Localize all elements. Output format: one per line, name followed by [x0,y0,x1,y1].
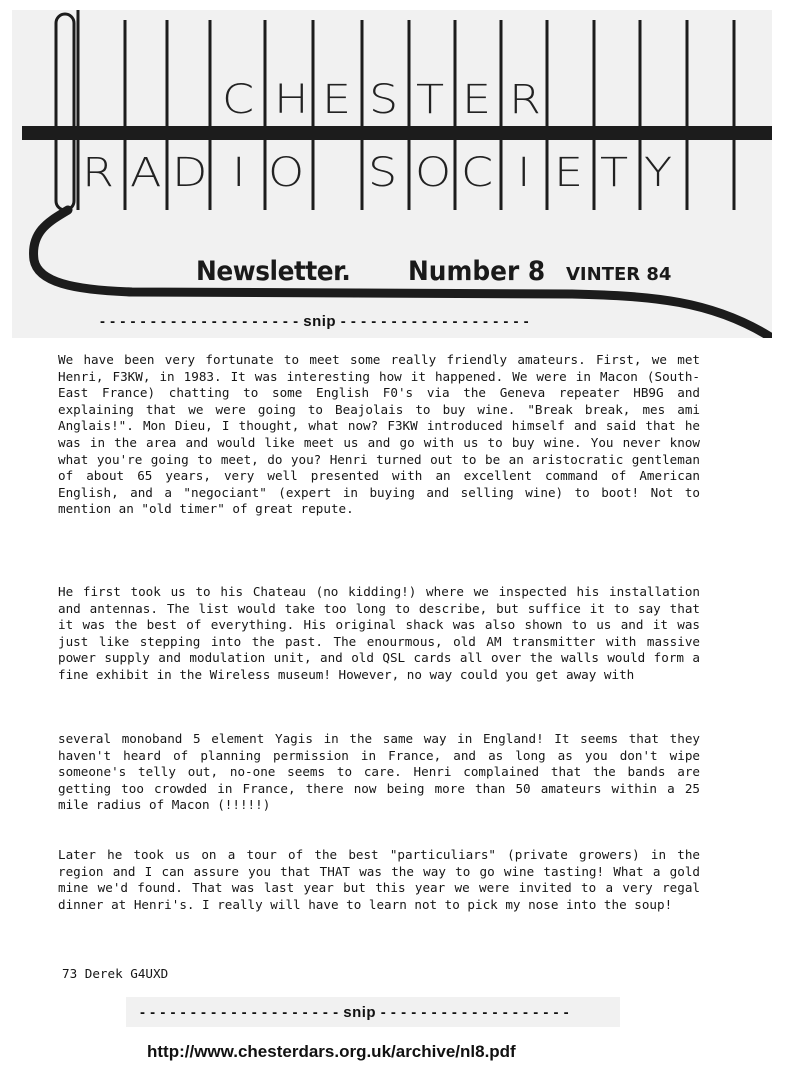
title-letter: O [268,150,305,196]
issue-date: VINTER 84 [566,264,672,285]
title-letter: O [415,150,452,196]
article-paragraph: several monoband 5 element Yagis in the same way in England! It seems that they haven't heard of planning permission in France, and as long as you don't wipe someone's telly out, no-one seems to care. Henri complained that the bands are getting too crowded in France, there now being more than 50 amateurs within a 25 mile radius of Macon (!!!!!) [58,731,700,813]
title-letter: E [462,77,492,123]
title-letter: A [130,150,162,196]
title-letter: T [600,150,629,196]
title-letter: Y [644,150,673,196]
snip-divider-top: - - - - - - - - - - - - - - - - - - - - snip - - - - - - - - - - - - - - - - - - - [100,313,530,330]
title-letter: C [461,150,494,196]
title-letter: S [368,150,398,196]
title-letter: R [82,150,114,196]
article-paragraph: We have been very fortunate to meet some really friendly amateurs. First, we met Henri, F3KW, in 1983. It was interesting how it happened. We were in Macon (South-East France) chatting to some English F0's via the Geneva repeater HB9G and explaining that we were going to Beajolais to buy wine. "Break break, mes ami Anglais!". Mon Dieu, I thought, what now? F3KW introduced himself and said that he was in the area and would like meet us and go with us to buy wine. You never know what you're going to meet, do you? Henri turned out to be an aristocratic gentleman of about 65 years, very well presented with an excellent command of American English, and a "negociant" (expert in buying and selling wine) to boot! Not to mention an "old timer" of great repute. [58,352,700,517]
title-letter: S [369,77,399,123]
snip-divider-bottom: - - - - - - - - - - - - - - - - - - - - snip - - - - - - - - - - - - - - - - - - - [140,1004,570,1021]
title-letter: C [222,77,255,123]
title-letter: I [232,150,246,196]
article-paragraph: Later he took us on a tour of the best "particuliars" (private growers) in the region and I can assure you that THAT was the way to go wine tasting! What a gold mine we'd found. That was last year but this year we were invited to a very regal dinner at Henri's. I really will have to learn not to pick my nose into the soup! [58,847,700,912]
title-letter: I [517,150,531,196]
masthead-banner [12,10,772,338]
title-letter: D [172,150,208,196]
author-signoff: 73 Derek G4UXD [62,966,169,981]
title-letter: H [274,77,309,123]
title-letter: E [322,77,352,123]
title-letter: R [509,77,541,123]
source-url-link[interactable]: http://www.chesterdars.org.uk/archive/nl8.pdf [147,1042,516,1061]
title-letter: T [416,77,445,123]
issue-number: Number 8 [408,256,546,287]
article-paragraph: He first took us to his Chateau (no kidding!) where we inspected his installation and antennas. The list would take too long to describe, but suffice it to say that it was the best of everything. His original shack was also shown to us and it was just like stepping into the past. The enourmous, old AM transmitter with massive power supply and modulation unit, and old QSL cards all over the walls would form a fine exhibit in the Wireless museum! However, no way could you get away with [58,584,700,682]
title-letter: E [554,150,584,196]
newsletter-label: Newsletter. [196,256,351,287]
